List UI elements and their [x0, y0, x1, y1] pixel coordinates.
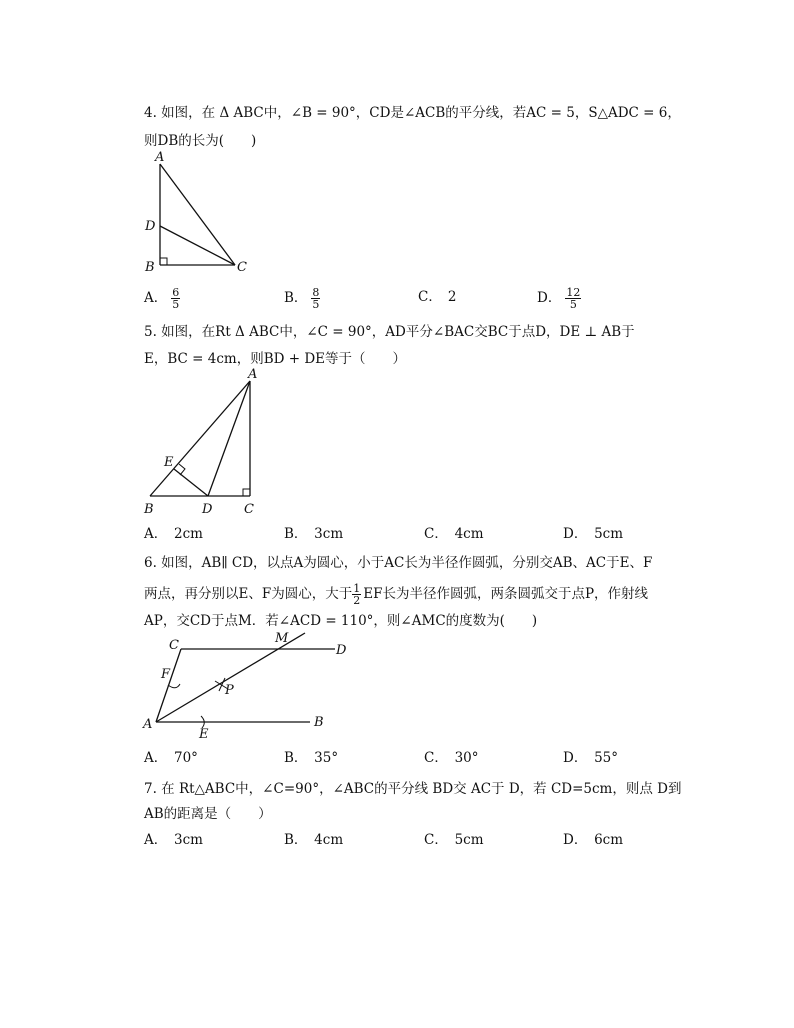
q7-stem-line2: AB的距离是（ ） [144, 806, 272, 822]
q6-stem-line1: 6. 如图，AB∥ CD，以点A为圆心，小于AC长为半径作圆弧，分别交AB、AC于E、F [144, 555, 653, 571]
q5-stem-line2: E，BC = 4cm，则BD + DE等于（ ） [144, 351, 407, 367]
q4-option-d-den: 5 [569, 298, 577, 311]
q6-half-den: 2 [353, 594, 361, 607]
q5-option-d: D． 5cm [563, 526, 624, 542]
q4-option-d-num: 12 [566, 286, 581, 299]
q4-stem-line2: 则DB的长为( ) [144, 133, 257, 149]
q4-option-a-fraction [171, 287, 180, 310]
q6-option-d: D． 55° [563, 750, 619, 766]
q6-label-p: P [225, 683, 234, 698]
q4-option-c-value: 2 [447, 289, 457, 305]
q5-label-b: B [144, 502, 154, 517]
q7-option-c: C． 5cm [424, 832, 484, 848]
q4-option-b-fraction [311, 287, 320, 310]
q5-label-d: D [202, 502, 213, 517]
q4-option-b-num: 8 [312, 286, 320, 299]
q5-stem-line1: 5. 如图，在Rt Δ ABC中，∠C = 90°，AD平分∠BAC交BC于点D，DE ⊥ AB于 [144, 324, 635, 340]
q5-option-c: C． 4cm [424, 526, 484, 542]
q5-label-a: A [248, 367, 258, 382]
q6-stem-line2-start: 两点，再分别以E、F为圆心，大于 [144, 586, 353, 602]
q6-label-b: B [314, 715, 324, 730]
q4-label-c: C [237, 260, 247, 275]
q6-stem-line3: AP，交CD于点M．若∠ACD = 110°，则∠AMC的度数为( ) [144, 613, 538, 629]
q4-option-d [537, 287, 581, 310]
q6-label-f: F [161, 667, 171, 682]
q6-label-e: E [199, 727, 209, 742]
q7-option-d: D． 6cm [563, 832, 624, 848]
q6-figure [140, 630, 370, 745]
q4-option-c-letter: C． [418, 289, 442, 305]
q6-label-a: A [143, 717, 153, 732]
q6-option-b: B． 35° [284, 750, 339, 766]
q4-stem-line1: 4. 如图，在 Δ ABC中，∠B = 90°，CD是∠ACB的平分线，若AC = 5，S△ADC = 6， [144, 105, 681, 121]
q6-label-m: M [275, 631, 289, 646]
q4-label-d: D [145, 219, 156, 234]
q4-option-c [418, 287, 456, 307]
q4-option-a-letter: A． [144, 290, 168, 306]
q4-option-d-letter: D． [537, 290, 562, 306]
q6-half-num: 1 [353, 582, 361, 595]
q5-option-b: B． 3cm [284, 526, 344, 542]
q4-option-d-fraction [565, 287, 581, 310]
q6-half-fraction [352, 583, 361, 606]
q4-option-b-den: 5 [312, 298, 320, 311]
q7-stem-line1: 7. 在 Rt△ABC中，∠C=90°，∠ABC的平分线 BD交 AC于 D，若 CD=5cm，则点 D到 [144, 781, 682, 797]
q4-label-b: B [145, 260, 155, 275]
q5-label-c: C [244, 502, 254, 517]
q4-option-a [144, 287, 180, 310]
q6-stem-line2-end: EF长为半径作圆弧，两条圆弧交于点P，作射线 [363, 586, 649, 602]
q7-option-b: B． 4cm [284, 832, 344, 848]
q4-option-a-num: 6 [172, 286, 180, 299]
q6-option-c: C． 30° [424, 750, 479, 766]
q6-stem-line2 [144, 583, 648, 606]
q6-option-a: A． 70° [144, 750, 198, 766]
q5-label-e: E [164, 455, 174, 470]
q7-option-a: A． 3cm [144, 832, 203, 848]
q4-option-a-den: 5 [172, 298, 180, 311]
q5-figure [140, 365, 270, 520]
q4-option-b-letter: B． [284, 290, 308, 306]
q6-label-c: C [169, 638, 179, 653]
q4-figure [140, 150, 260, 280]
q6-label-d: D [336, 643, 347, 658]
q4-label-a: A [155, 150, 165, 165]
q5-option-a: A． 2cm [144, 526, 203, 542]
q4-option-b [284, 287, 320, 310]
